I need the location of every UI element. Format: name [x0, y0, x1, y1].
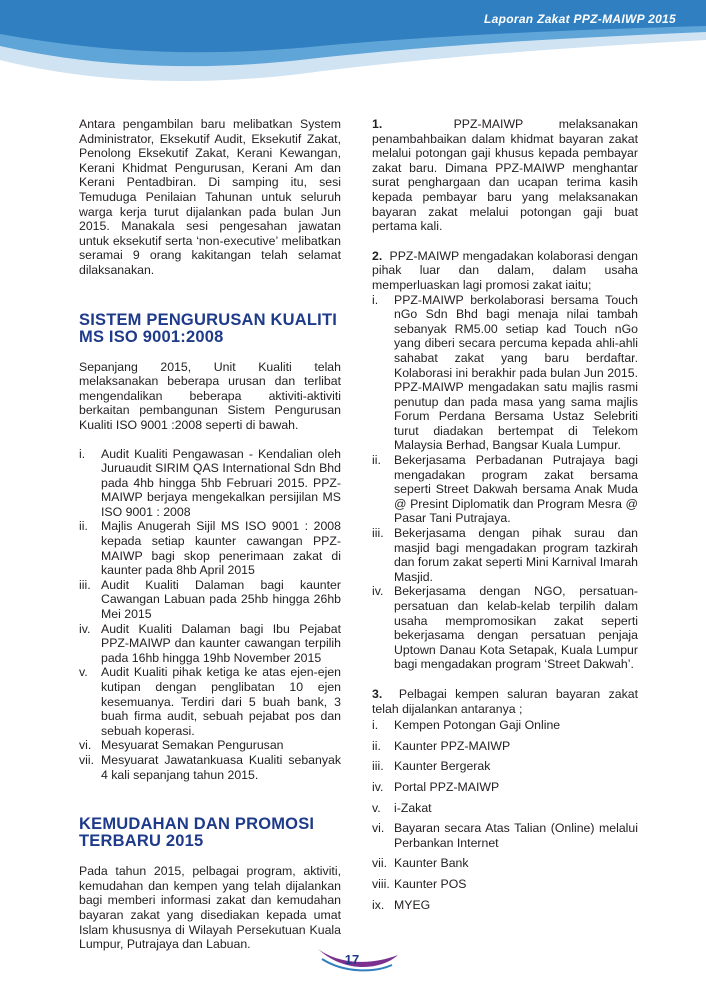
- section-heading-promotion: KEMUDAHAN DAN PROMOSI TERBARU 2015: [79, 815, 315, 851]
- list-item: iv. Portal PPZ-MAIWP: [372, 779, 500, 794]
- list-item: i. Audit Kualiti Pengawasan - Kendalian oleh Juruaudit SIRIM QAS International Sdn Bhd pada 4hb hingga 5hb Februari 2015. PPZ-MAIWP berjaya mengekalkan persijilan MS ISO 9001 : 2008: [79, 446, 341, 519]
- right-column: [372, 117, 638, 918]
- list-item: ii. Kaunter PPZ-MAIWP: [372, 738, 511, 753]
- left-column: [79, 117, 341, 952]
- list-item: iv. Bekerjasama dengan NGO, persatuan-persatuan dan kelab-kelab terpilih dalam usaha mempromosikan zakat seperti bekerjasama dengan persatuan penjaja Uptown Danau Kota Setapak, Kuala Lumpur bagi mengadakan program ‘Street Dakwah’.: [372, 584, 638, 672]
- point-number: 1.: [372, 117, 383, 131]
- list-item: i. Kempen Potongan Gaji Online: [372, 718, 561, 733]
- list-item: ii. Bekerjasama Perbadanan Putrajaya bagi mengadakan program zakat bersama seperti Street Dakwah bersama Anak Muda @ Presint Diplomatik dan Program Mesra @ Pasar Tani Putrajaya.: [372, 453, 638, 526]
- intro-paragraph: Antara pengambilan baru melibatkan System Administrator, Eksekutif Audit, Eksekutif Zakat, Penolong Eksekutif Zakat, Kerani Kewangan, Kerani Khidmat Pengurusan, Kerani Am dan Kerani Pentadbiran. Di samping itu, sesi Temuduga Penilaian Tahunan untuk seluruh warga kerja turut dijalankan pada bulan Jun 2015. Manakala sesi pengesahan jawatan untuk eksekutif serta ‘non-executive’ melibatkan seramai 9 orang kakitangan telah selamat dilaksanakan.: [79, 117, 341, 277]
- list-item: vi. Bayaran secara Atas Talian (Online) melalui Perbankan Internet: [372, 821, 638, 850]
- list-item: vii. Mesyuarat Jawatankuasa Kualiti sebanyak 4 kali sepanjang tahun 2015.: [79, 752, 341, 782]
- header-title: Laporan Zakat PPZ-MAIWP 2015: [484, 12, 676, 26]
- list-item: ix. MYEG: [372, 897, 431, 912]
- list-item: v. i-Zakat: [372, 800, 432, 815]
- point-1: 1. PPZ-MAIWP melaksanakan penambahbaikan dalam khidmat bayaran zakat melalui potongan gaji khusus kepada pembayar zakat baru. Dimana PPZ-MAIWP menghantar surat penghargaan dan ucapan terima kasih kepada pembayar baru yang melaksanakan bayaran zakat melalui potongan gaji buat pertama kali.: [372, 117, 638, 234]
- list-item: v. Audit Kualiti pihak ketiga ke atas ejen-ejen kutipan dengan penglibatan 10 ejen kesemuanya. Terdiri dari 5 buah bank, 3 buah firma audit, sebuah pejabat pos dan sebuah koperasi.: [79, 665, 341, 738]
- point-2: 2. PPZ-MAIWP mengadakan kolaborasi dengan pihak luar dan dalam, dalam usaha memperluaskan lagi promosi zakat iaitu;: [372, 248, 638, 292]
- quality-list: [79, 447, 341, 783]
- list-item: iii. Kaunter Bergerak: [372, 759, 491, 774]
- quality-paragraph: Sepanjang 2015, Unit Kualiti telah melaksanakan beberapa urusan dan terlibat mengendalikan beberapa aktiviti-aktiviti berkaitan pembangunan Sistem Pengurusan Kualiti ISO 9001 :2008 seperti di bawah.: [79, 359, 341, 432]
- point-3: 3. Pelbagai kempen saluran bayaran zakat telah dijalankan antaranya ;: [372, 686, 638, 716]
- list-item: vi. Mesyuarat Semakan Pengurusan: [79, 738, 284, 753]
- list-item: viii. Kaunter POS: [372, 876, 467, 891]
- point-number: 3.: [372, 686, 383, 701]
- promotion-paragraph: Pada tahun 2015, pelbagai program, aktiviti, kemudahan dan kempen yang telah dijalankan bagi memberi informasi zakat dan kemudahan bayaran zakat yang disediakan kepada umat Islam khususnya di Wilayah Persekutuan Kuala Lumpur, Putrajaya dan Labuan.: [79, 864, 341, 952]
- section-heading-quality: SISTEM PENGURUSAN KUALITI MS ISO 9001:2008: [79, 310, 338, 346]
- point-number: 2.: [372, 248, 383, 263]
- campaign-list: [372, 718, 638, 912]
- page-number: 17: [344, 952, 360, 967]
- list-item: ii. Majlis Anugerah Sijil MS ISO 9001 : 2008 kepada setiap kaunter cawangan PPZ-MAIWP bagi skop penerimaan zakat di kaunter pada 8hb April 2015: [79, 519, 341, 578]
- list-item: iv. Audit Kualiti Dalaman bagi Ibu Pejabat PPZ-MAIWP dan kaunter cawangan terpilih pada 16hb hingga 19hb November 2015: [79, 621, 341, 665]
- list-item: vii. Kaunter Bank: [372, 856, 469, 871]
- list-item: iii. Audit Kualiti Dalaman bagi kaunter Cawangan Labuan pada 25hb hingga 26hb Mei 2015: [79, 577, 341, 622]
- list-item: iii. Bekerjasama dengan pihak surau dan masjid bagi mengadakan program tazkirah dan forum zakat seperti Mini Karnival Imarah Masjid.: [372, 526, 638, 584]
- list-item: i. PPZ-MAIWP berkolaborasi bersama Touch nGo Sdn Bhd bagi menaja nilai tambah sebanyak RM5.00 setiap kad Touch nGo yang diberi secara percuma kepada ahli-ahli sahabat zakat yang baru berdaftar. Kolaborasi ini berakhir pada bulan Jun 2015. PPZ-MAIWP mengadakan satu majlis rasmi penutup dan pada masa yang sama majlis Forum Perdana Bersama Ustaz Selebriti turut diadakan bertempat di Telekom Malaysia Berhad, Bangsar Kuala Lumpur.: [372, 292, 638, 453]
- collaboration-list: [372, 293, 638, 672]
